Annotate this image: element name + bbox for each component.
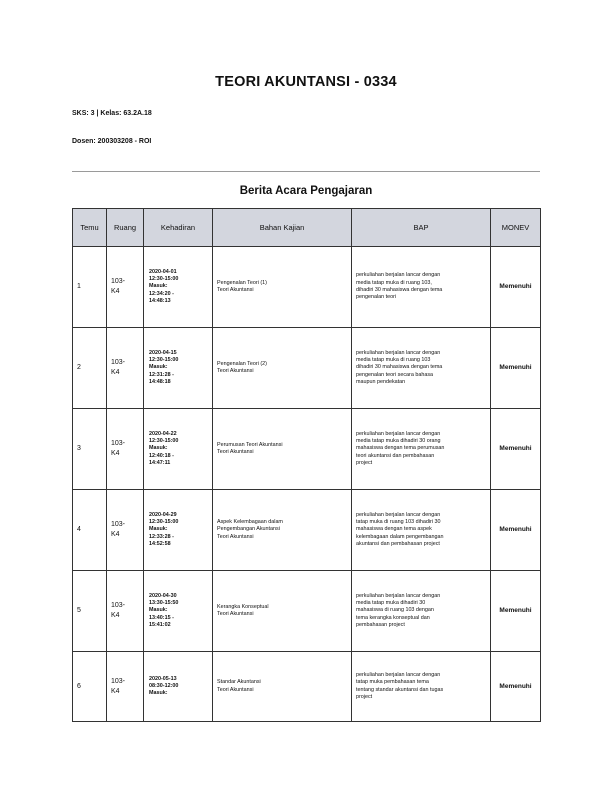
kehadiran-cell [144, 247, 213, 328]
kehadiran-line: 14:48:18 [149, 378, 171, 385]
table-row [73, 247, 541, 328]
table-row [73, 652, 541, 722]
kehadiran-line: 14:47:11 [149, 459, 171, 466]
col-header-monev: MONEV [491, 209, 541, 247]
kehadiran-cell [144, 652, 213, 722]
bahan-kajian-line: Standar Akuntansi [217, 679, 261, 686]
bahan-kajian-line: Teori Akuntansi [217, 287, 254, 293]
table-header-row [73, 209, 541, 247]
kehadiran-line: 2020-04-22 [149, 430, 177, 437]
kehadiran-line: Masuk: [149, 690, 168, 697]
bap-line: mahasiswa dengan tema perumusan [356, 445, 445, 452]
bap-line: media tatap muka dihadiri 30 orang [356, 438, 441, 445]
kehadiran-line: Masuk: [149, 283, 168, 290]
bap-line: pembahasan project [356, 621, 405, 628]
kehadiran-line: 12:40:18 - [149, 452, 174, 459]
kehadiran-line: 2020-04-29 [149, 511, 177, 518]
bap-cell [352, 409, 491, 490]
ruang-line: 103- [111, 677, 126, 685]
ruang-line: K4 [111, 687, 120, 695]
bap-cell [352, 247, 491, 328]
bap-line: dihadiri 30 mahasiswa dengan tema [356, 287, 443, 293]
col-header-ruang: Ruang [107, 209, 144, 247]
table-row [73, 409, 541, 490]
kehadiran-line: 12:34:20 - [149, 290, 174, 297]
monev-cell: Memenuhi [491, 652, 541, 722]
col-header-bap: BAP [352, 209, 491, 247]
bap-cell [352, 490, 491, 571]
kehadiran-line: 12:30-15:00 [149, 357, 179, 364]
temu-cell: 4 [73, 490, 107, 571]
bahan-kajian-line: Pengembangan Akuntansi [217, 526, 280, 533]
bahan-kajian-line: Teori Akuntansi [217, 611, 254, 617]
bap-line: perkuliahan berjalan lancar dengan [356, 671, 441, 678]
bahan-kajian-line: Teori Akuntansi [217, 368, 254, 374]
bahan-kajian-line: Teori Akuntansi [217, 533, 254, 540]
ruang-cell [107, 328, 144, 409]
document-title: TEORI AKUNTANSI - 0334 [215, 74, 397, 90]
bap-line: media tatap muka dihadiri 30 [356, 600, 426, 607]
bap-cell [352, 652, 491, 722]
bap-line: perkuliahan berjalan lancar dengan [356, 592, 441, 599]
kehadiran-cell [144, 571, 213, 652]
bap-line: tema kerangka konseptual dan [356, 614, 430, 621]
bahan-kajian-line: Pengenalan Teori (2) [217, 360, 267, 367]
col-header-bahan-kajian: Bahan Kajian [213, 209, 352, 247]
ruang-cell [107, 409, 144, 490]
bahan-kajian-cell [213, 409, 352, 490]
temu-cell: 3 [73, 409, 107, 490]
ruang-line: K4 [111, 450, 120, 457]
bahan-kajian-cell [213, 247, 352, 328]
kehadiran-line: 13:40:15 - [149, 614, 174, 621]
kehadiran-line: 2020-04-30 [149, 592, 177, 599]
monev-cell: Memenuhi [491, 328, 541, 409]
bahan-kajian-line: Aspek Kelembagaan dalam [217, 519, 283, 526]
ruang-line: 103- [111, 602, 126, 609]
kehadiran-line: 12:31:28 - [149, 371, 174, 378]
monev-cell: Memenuhi [491, 571, 541, 652]
bap-line: akuntansi dan pembahasan project [356, 540, 440, 547]
ruang-line: 103- [111, 359, 126, 366]
bap-line: maupun pendekatan [356, 378, 406, 385]
bap-line: project [356, 459, 373, 466]
bahan-kajian-line: Teori Akuntansi [217, 686, 254, 693]
bahan-kajian-line: Perumusan Teori Akuntansi [217, 441, 283, 448]
kehadiran-line: Masuk: [149, 526, 168, 533]
bap-line: dihadiri 30 mahasiswa dengan tema [356, 364, 443, 371]
kehadiran-line: 08:30-12:00 [149, 682, 179, 689]
kehadiran-line: Masuk: [149, 364, 168, 371]
sks-kelas-line: SKS: 3 | Kelas: 63.2A.18 [72, 110, 152, 117]
kehadiran-line: 12:30-15:00 [149, 519, 179, 526]
table-row [73, 328, 541, 409]
temu-cell: 2 [73, 328, 107, 409]
kehadiran-line: 14:52:58 [149, 540, 171, 547]
bap-line: perkuliahan berjalan lancar dengan [356, 511, 441, 518]
kehadiran-line: Masuk: [149, 445, 168, 452]
bap-line: project [356, 693, 373, 700]
divider [72, 171, 540, 172]
bap-line: media tatap muka di ruang 103 [356, 357, 431, 364]
bap-line: media tatap muka di ruang 103, [356, 279, 432, 286]
temu-cell: 1 [73, 247, 107, 328]
ruang-line: K4 [111, 531, 120, 538]
ruang-line: 103- [111, 278, 126, 285]
bahan-kajian-line: Teori Akuntansi [217, 449, 254, 455]
table-row [73, 490, 541, 571]
col-header-temu: Temu [73, 209, 107, 247]
bap-line: tatap muka pembahasan tema [356, 679, 429, 686]
bahan-kajian-line: Pengenalan Teori (1) [217, 279, 267, 286]
bap-line: mahasiswa dengan tema aspek [356, 526, 432, 533]
kehadiran-cell [144, 328, 213, 409]
bahan-kajian-line: Kerangka Konseptual [217, 603, 269, 610]
section-title: Berita Acara Pengajaran [239, 185, 373, 197]
table-row [73, 571, 541, 652]
bap-line: perkuliahan berjalan lancar dengan [356, 272, 441, 279]
ruang-cell [107, 490, 144, 571]
kehadiran-line: 2020-04-15 [149, 349, 177, 356]
bap-line: perkuliahan berjalan lancar dengan [356, 349, 441, 356]
bahan-kajian-cell [213, 571, 352, 652]
ruang-line: K4 [111, 369, 120, 376]
kehadiran-line: 13:30-15:50 [149, 600, 179, 607]
bap-cell [352, 328, 491, 409]
kehadiran-line: 14:48:13 [149, 297, 171, 304]
kehadiran-line: 15:41:02 [149, 621, 171, 628]
ruang-cell [107, 247, 144, 328]
kehadiran-line: 2020-05-13 [149, 675, 177, 682]
bap-line: teori akuntansi dan pembahasan [356, 452, 435, 459]
col-header-kehadiran: Kehadiran [144, 209, 213, 247]
monev-cell: Memenuhi [491, 247, 541, 328]
bap-line: pengenalan teori [356, 294, 397, 301]
bap-table [72, 208, 541, 722]
kehadiran-line: Masuk: [149, 607, 168, 614]
ruang-cell [107, 571, 144, 652]
bahan-kajian-cell [213, 328, 352, 409]
bap-line: tatap muka di ruang 103 dihadiri 30 [356, 519, 441, 526]
bap-line: perkuliahan berjalan lancar dengan [356, 430, 441, 437]
bahan-kajian-cell [213, 490, 352, 571]
monev-cell: Memenuhi [491, 409, 541, 490]
dosen-line: Dosen: 200303208 - ROI [72, 138, 152, 145]
kehadiran-cell [144, 409, 213, 490]
bap-line: kelembagaan dalam pengembangan [356, 533, 444, 540]
ruang-cell [107, 652, 144, 722]
ruang-line: 103- [111, 440, 126, 447]
ruang-line: K4 [111, 612, 120, 619]
ruang-line: 103- [111, 521, 126, 528]
kehadiran-line: 12:30-15:00 [149, 438, 179, 445]
monev-cell: Memenuhi [491, 490, 541, 571]
temu-cell: 6 [73, 652, 107, 722]
temu-cell: 5 [73, 571, 107, 652]
kehadiran-line: 2020-04-01 [149, 268, 177, 275]
kehadiran-line: 12:30-15:00 [149, 276, 179, 283]
bap-line: pengenalan teori secara bahasa [356, 371, 434, 378]
bap-line: mahasiswa di ruang 103 dengan [356, 607, 434, 614]
ruang-line: K4 [111, 288, 120, 295]
kehadiran-cell [144, 490, 213, 571]
kehadiran-line: 12:33:28 - [149, 533, 174, 540]
bap-line: tentang standar akuntansi dan tugas [356, 686, 444, 693]
bap-cell [352, 571, 491, 652]
bahan-kajian-cell [213, 652, 352, 722]
